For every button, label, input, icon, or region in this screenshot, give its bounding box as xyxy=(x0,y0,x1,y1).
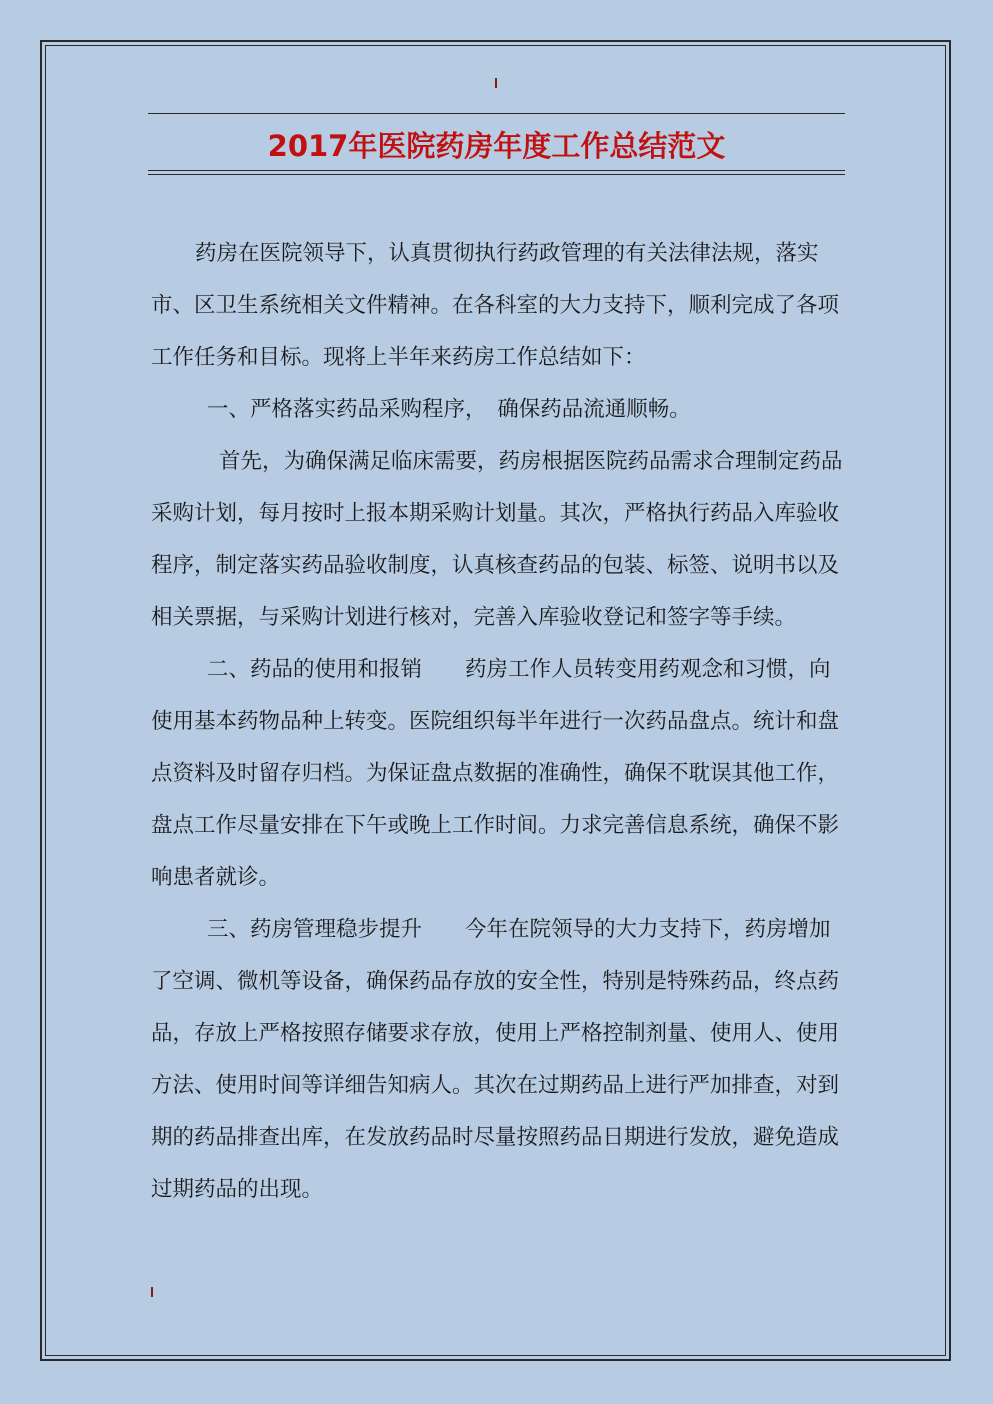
title-rule-bottom-double xyxy=(148,174,845,175)
document-body xyxy=(151,228,851,1216)
bottom-marker xyxy=(151,1287,153,1297)
paragraph-section-2: 二、药品的使用和报销 药房工作人员转变用药观念和习惯，向使用基本药物品种上转变。医院组织每半年进行一次药品盘点。统计和盘点资料及时留存归档。为保证盘点数据的准确性，确保不耽误其他工作，盘点工作尽量安排在下午或晚上工作时间。力求完善信息系统，确保不影响患者就诊。 xyxy=(151,657,840,890)
document-title: 2017年医院药房年度工作总结范文 xyxy=(267,129,726,163)
heading-section-1: 一、严格落实药品采购程序， 确保药品流通顺畅。 xyxy=(207,397,691,422)
paragraph-section-3: 三、药房管理稳步提升 今年在院领导的大力支持下，药房增加了空调、微机等设备，确保药品存放的安全性，特别是特殊药品，终点药品，存放上严格按照存储要求存放，使用上严格控制剂量、使用人、使用方法、使用时间等详细告知病人。其次在过期药品上进行严加排查，对到期的药品排查出库，在发放药品时尽量按照药品日期进行发放，避免造成过期药品的出现。 xyxy=(151,917,840,1202)
title-rule-bottom xyxy=(148,170,845,171)
paragraph-intro: 药房在医院领导下，认真贯彻执行药政管理的有关法律法规，落实市、区卫生系统相关文件精神。在各科室的大力支持下，顺利完成了各项工作任务和目标。现将上半年来药房工作总结如下： xyxy=(151,241,840,370)
title-rule-top xyxy=(148,113,845,114)
top-marker xyxy=(495,78,497,88)
paragraph-section-1: 首先，为确保满足临床需要，药房根据医院药品需求合理制定药品采购计划，每月按时上报本期采购计划量。其次，严格执行药品入库验收程序，制定落实药品验收制度，认真核查药品的包装、标签、说明书以及相关票据，与采购计划进行核对，完善入库验收登记和签字等手续。 xyxy=(151,449,843,630)
